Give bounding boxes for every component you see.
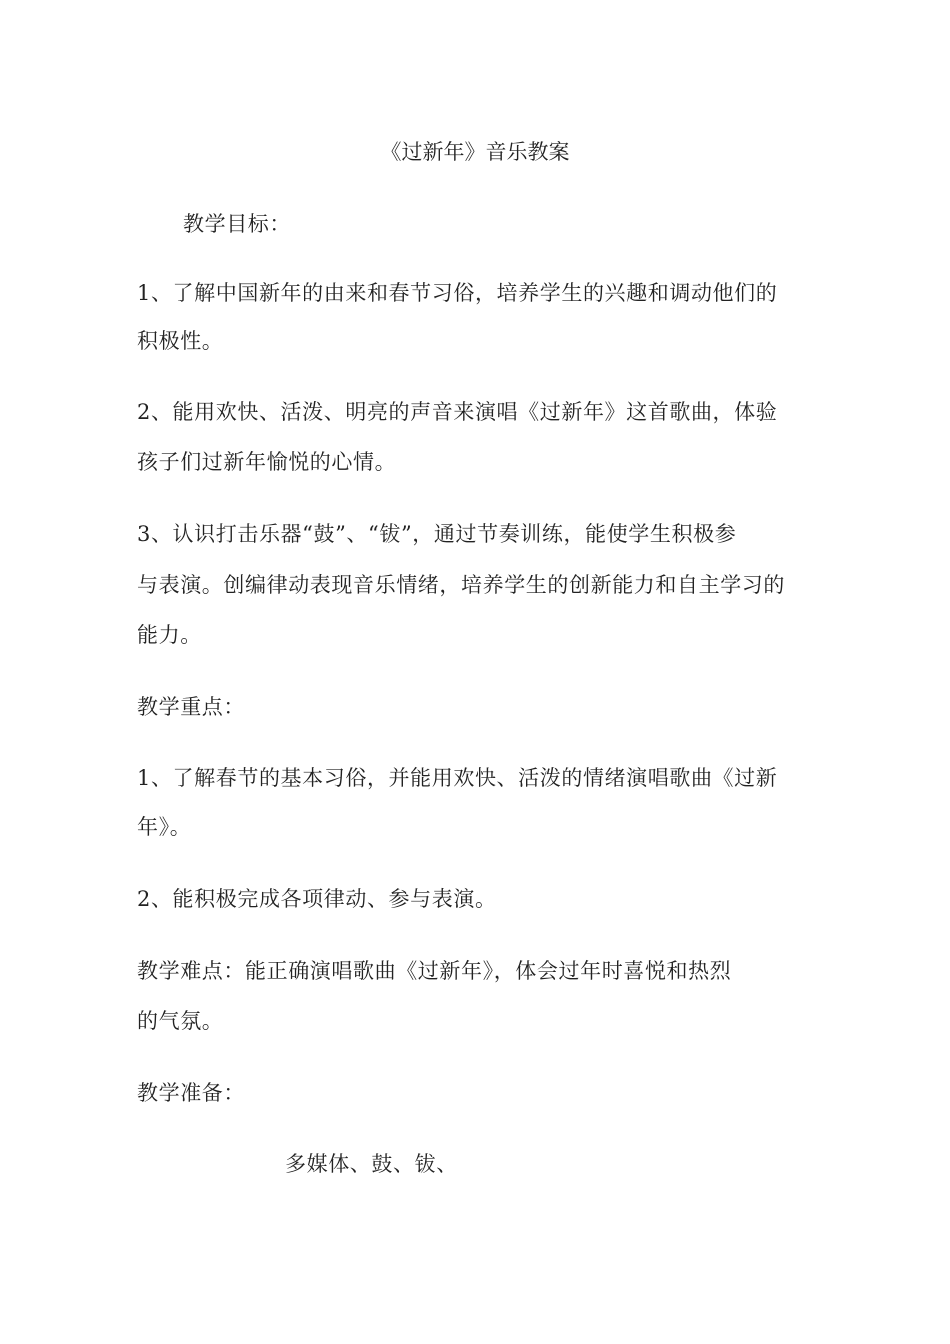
preparation-heading: 教学准备：	[137, 1081, 245, 1105]
preparation-items: 多媒体、鼓、钹、	[285, 1152, 458, 1176]
goal-1-line-2: 积极性。	[137, 329, 224, 353]
goal-1-line-1: 1、了解中国新年的由来和春节习俗，培养学生的兴趣和调动他们的	[137, 281, 778, 305]
key-point-2-line-1: 2、能积极完成各项律动、参与表演。	[137, 887, 497, 911]
goals-heading: 教学目标：	[183, 212, 291, 236]
document-title: 《过新年》音乐教案	[380, 140, 570, 164]
goal-3-line-3: 能力。	[137, 623, 202, 647]
goal-3-line-2: 与表演。创编律动表现音乐情绪，培养学生的创新能力和自主学习的	[137, 573, 785, 597]
goal-2-line-2: 孩子们过新年愉悦的心情。	[137, 450, 397, 474]
key-points-heading: 教学重点：	[137, 695, 245, 719]
key-point-1-line-2: 年》。	[137, 815, 192, 839]
difficulty-line-2: 的气氛。	[137, 1009, 224, 1033]
difficulty-line-1: 教学难点：能正确演唱歌曲《过新年》，体会过年时喜悦和热烈	[137, 959, 732, 983]
key-point-1-line-1: 1、了解春节的基本习俗，并能用欢快、活泼的情绪演唱歌曲《过新	[137, 766, 778, 790]
goal-2-line-1: 2、能用欢快、活泼、明亮的声音来演唱《过新年》这首歌曲，体验	[137, 400, 778, 424]
goal-3-line-1: 3、认识打击乐器“鼓”、“钹”，通过节奏训练，能使学生积极参	[137, 522, 737, 546]
